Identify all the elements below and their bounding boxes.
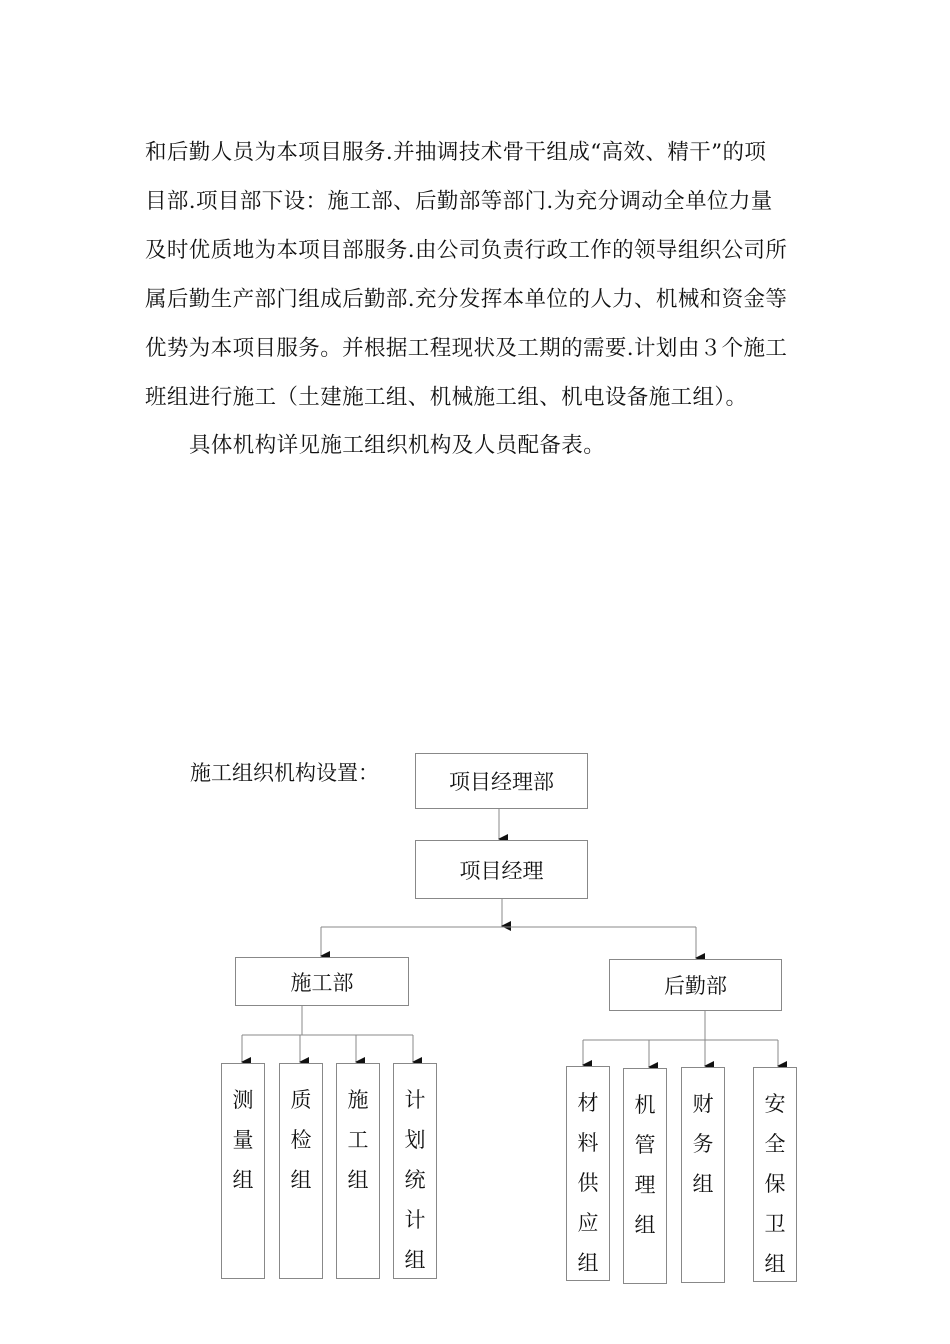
group-char: 计: [404, 1088, 426, 1112]
group-char: 管: [634, 1133, 656, 1157]
group-char: 材: [577, 1091, 599, 1115]
box-label: 施工部: [290, 970, 354, 995]
box-label: 项目经理部: [449, 770, 554, 794]
construction-group-box: [336, 1063, 380, 1279]
group-char: 量: [232, 1128, 254, 1152]
group-char: 组: [347, 1168, 369, 1192]
group-char: 组: [692, 1172, 714, 1196]
group-char: 供: [577, 1171, 599, 1195]
group-char: 组: [634, 1213, 656, 1237]
group-char: 务: [692, 1132, 714, 1156]
construction-dept-box: [235, 957, 409, 1006]
group-char: 理: [634, 1173, 656, 1197]
group-char: 卫: [764, 1212, 786, 1236]
paragraph-line: 属后勤生产部门组成后勤部.充分发挥本单位的人力、机械和资金等: [145, 287, 788, 312]
group-char: 划: [404, 1128, 426, 1152]
paragraph-line: 及时优质地为本项目部服务.由公司负责行政工作的领导组织公司所: [145, 238, 788, 263]
paragraph-line: 和后勤人员为本项目服务.并抽调技术骨干组成“高效、精干”的项: [145, 140, 767, 165]
group-char: 组: [404, 1248, 426, 1272]
planning-statistics-group-box: [393, 1063, 437, 1279]
material-supply-group-box: [566, 1066, 610, 1281]
finance-group-box: [681, 1067, 725, 1283]
group-char: 应: [577, 1211, 599, 1235]
reference-text: 具体机构详见施工组织机构及人员配备表。: [189, 433, 606, 458]
group-char: 检: [290, 1128, 312, 1152]
group-char: 施: [347, 1088, 369, 1112]
group-char: 保: [764, 1172, 786, 1196]
logistics-dept-box: [609, 959, 782, 1011]
group-char: 机: [634, 1093, 656, 1117]
group-char: 组: [764, 1252, 786, 1276]
org-chart-label: 施工组织机构设置：: [190, 761, 379, 785]
group-char: 质: [290, 1088, 312, 1112]
group-char: 料: [577, 1131, 599, 1155]
group-char: 测: [232, 1088, 254, 1112]
project-manager-box: [415, 840, 588, 899]
group-char: 组: [290, 1168, 312, 1192]
survey-group-box: [221, 1063, 265, 1279]
group-char: 财: [692, 1092, 714, 1116]
paragraph-line: 班组进行施工（土建施工组、机械施工组、机电设备施工组）。: [145, 385, 748, 410]
group-char: 工: [347, 1128, 369, 1152]
group-char: 全: [764, 1132, 786, 1156]
group-char: 计: [404, 1208, 426, 1232]
machinery-management-group-box: [623, 1068, 667, 1284]
project-management-dept-box: [415, 753, 588, 809]
group-char: 统: [404, 1168, 426, 1192]
paragraph-line: 优势为本项目服务。并根据工程现状及工期的需要.计划由３个施工: [145, 336, 788, 361]
group-char: 安: [764, 1092, 786, 1116]
box-label: 后勤部: [664, 974, 727, 998]
security-group-box: [753, 1067, 797, 1282]
paragraph-line: 目部.项目部下设：施工部、后勤部等部门.为充分调动全单位力量: [145, 189, 773, 214]
quality-inspection-group-box: [279, 1063, 323, 1279]
box-label: 项目经理: [459, 858, 544, 883]
group-char: 组: [232, 1168, 254, 1192]
group-char: 组: [577, 1251, 599, 1275]
